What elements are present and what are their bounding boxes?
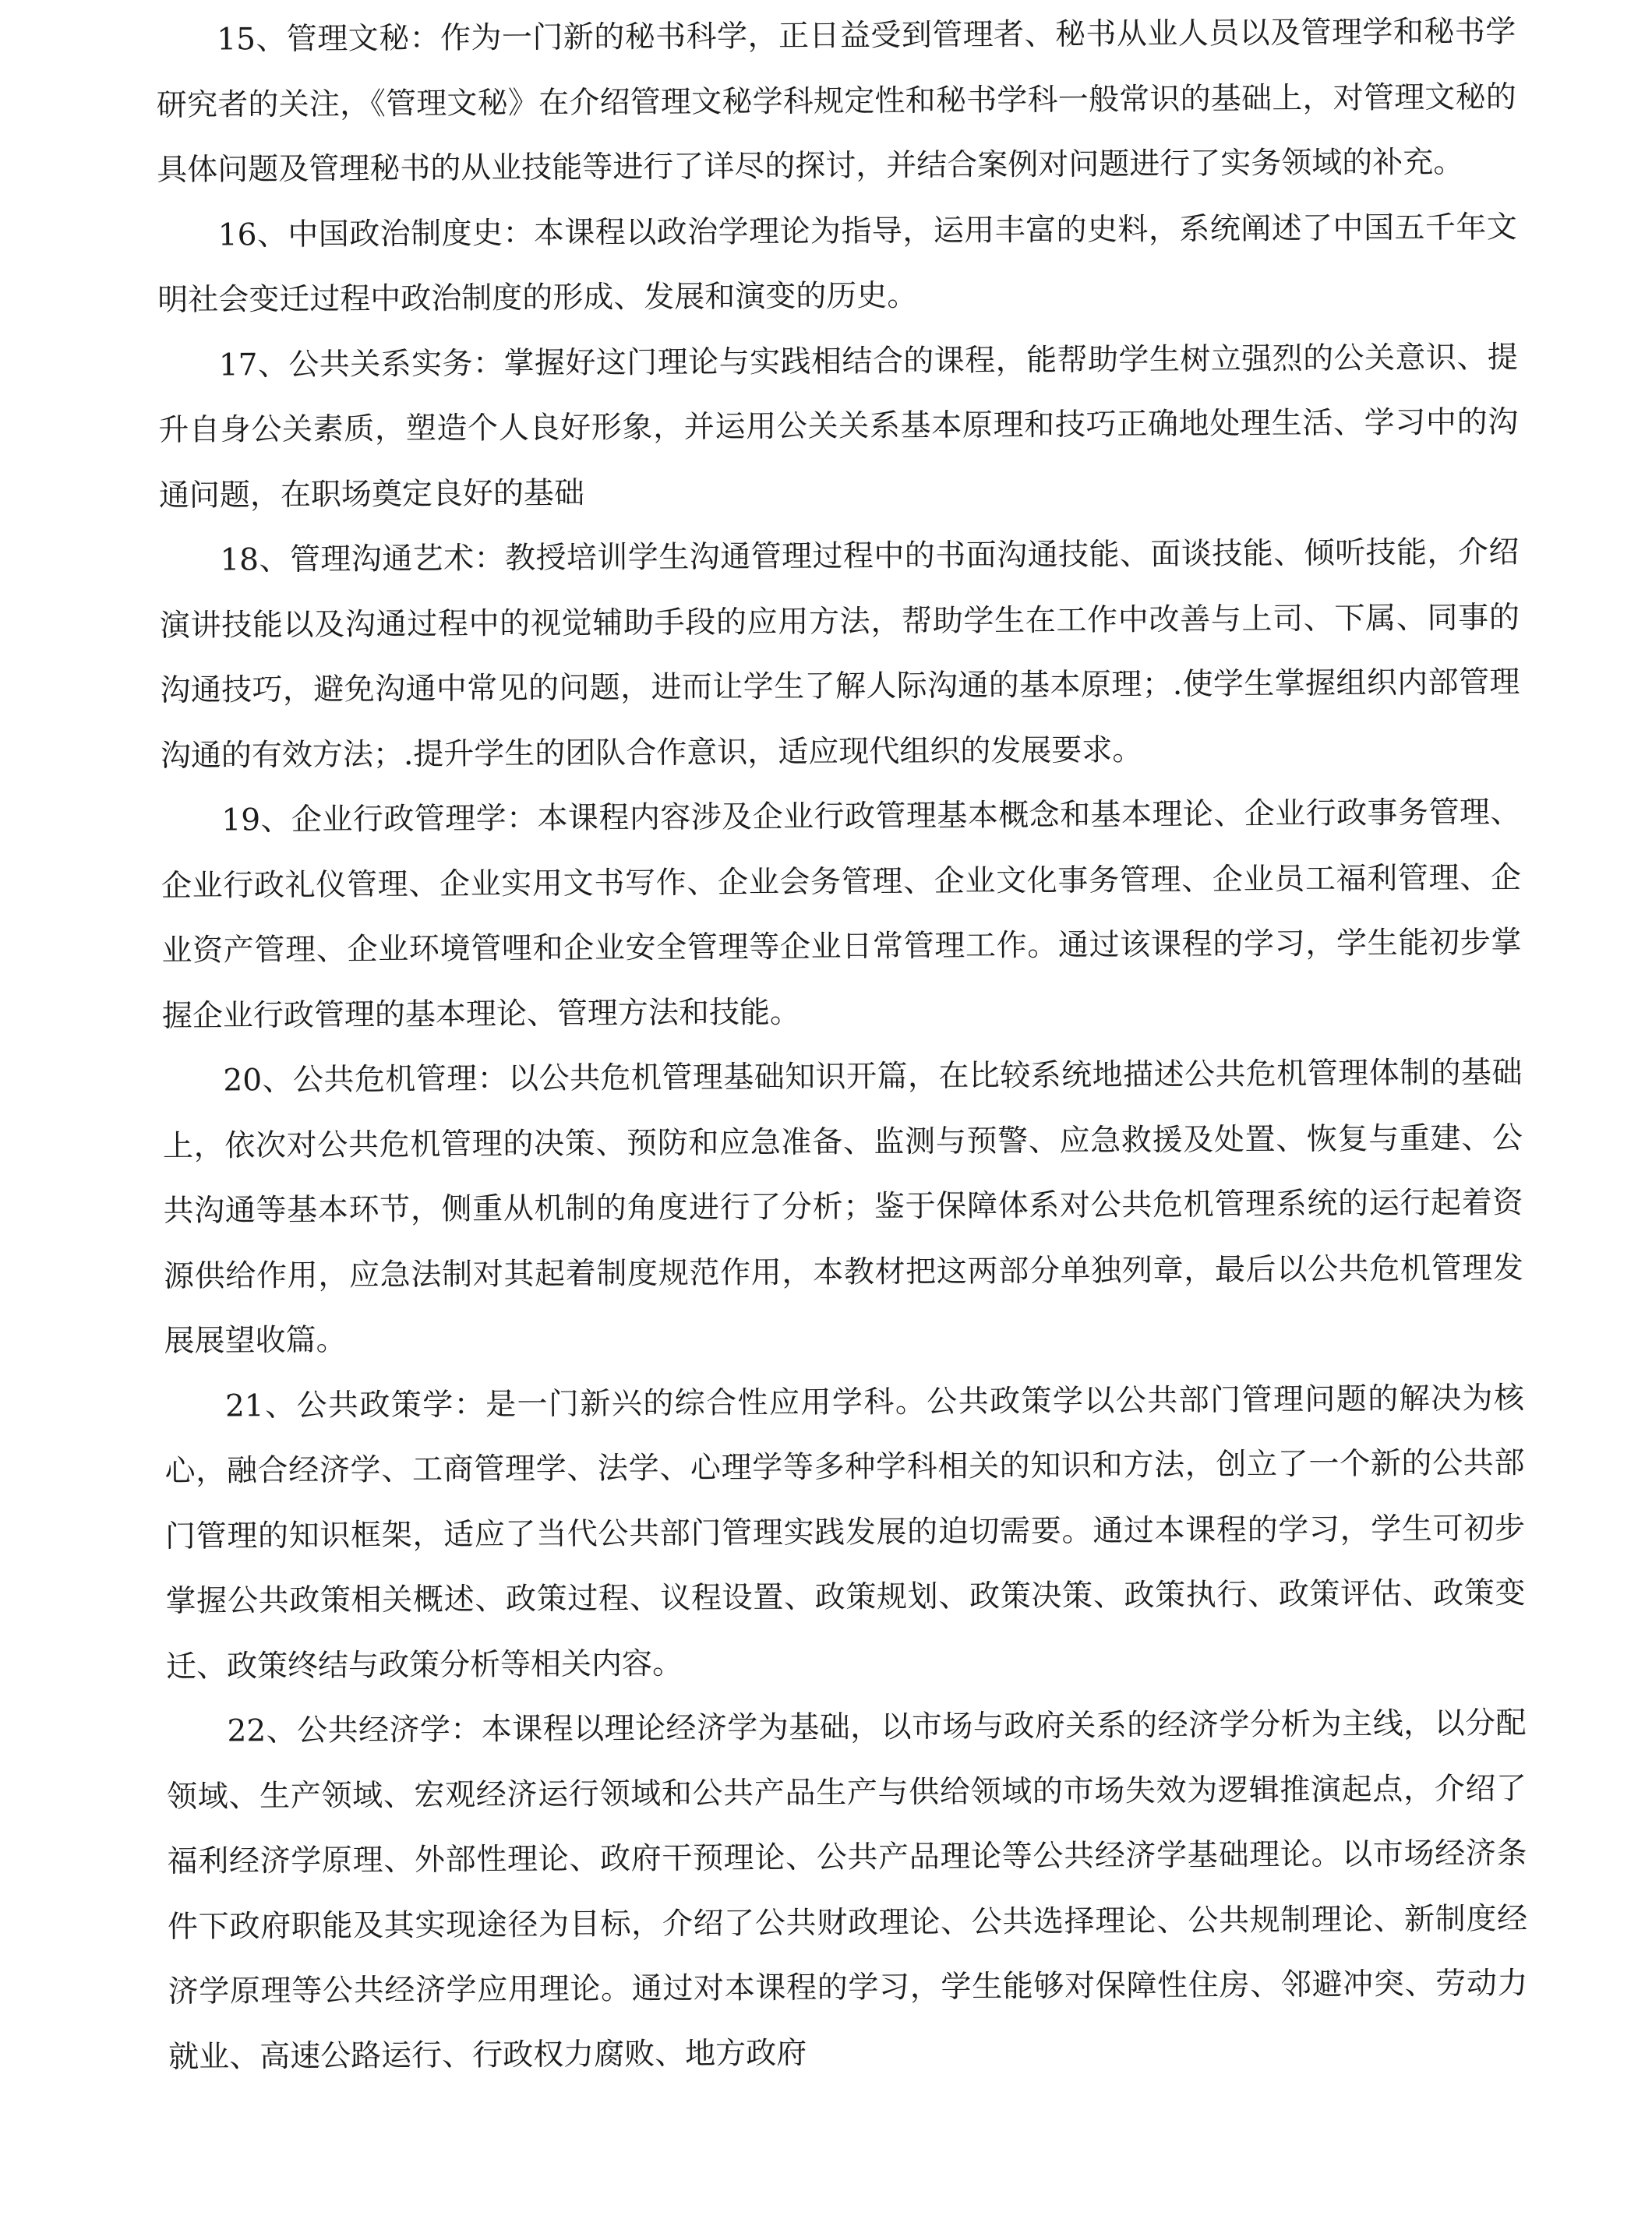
paragraph-22: 22、公共经济学：本课程以理论经济学为基础，以市场与政府关系的经济学分析为主线，以分配领域、生产领域、宏观经济运行领域和公共产品生产与供给领域的市场失效为逻辑推演起点，介绍了福利经济学原理、外部性理论、政府干预理论、公共产品理论等公共经济学基础理论。以市场经济条件下政府职能及其实现途径为目标，介绍了公共财政理论、公共选择理论、公共规制理论、新制度经济学原理等公共经济学应用理论。通过对本课程的学习，学生能够对保障性住房、邻避冲突、劳动力就业、高速公路运行、行政权力腐败、地方政府	[166, 1706, 1528, 2075]
paragraph-15: 15、管理文秘：作为一门新的秘书科学，正日益受到管理者、秘书从业人员以及管理学和秘书学研究者的关注，《管理文秘》在介绍管理文秘学科规定性和秘书学科一般常识的基础上，对管理文秘的具体问题及管理秘书的从业技能等进行了详尽的探讨，并结合案例对问题进行了实务领域的补充。	[156, 14, 1516, 188]
paragraph-18: 18、管理沟通艺术：教授培训学生沟通管理过程中的书面沟通技能、面谈技能、倾听技能，介绍演讲技能以及沟通过程中的视觉辅助手段的应用方法，帮助学生在工作中改善与上司、下属、同事的沟通技巧，避免沟通中常见的问题，进而让学生了解人际沟通的基本原理；.使学生掌握组织内部管理沟通的有效方法；.提升学生的团队合作意识，适应现代组织的发展要求。	[159, 534, 1520, 774]
paragraph-19: 19、企业行政管理学：本课程内容涉及企业行政管理基本概念和基本理论、企业行政事务管理、企业行政礼仪管理、企业实用文书写作、企业会务管理、企业文化事务管理、企业员工福利管理、企业资产管理、企业环境管哩和企业安全管理等企业日常管理工作。通过该课程的学习，学生能初步掌握企业行政管理的基本理论、管理方法和技能。	[161, 795, 1522, 1034]
paragraph-20: 20、公共危机管理：以公共危机管理基础知识开篇，在比较系统地描述公共危机管理体制的基础上，依次对公共危机管理的决策、预防和应急准备、监测与预警、应急救援及处置、恢复与重建、公共沟通等基本环节，侧重从机制的角度进行了分析；鉴于保障体系对公共危机管理系统的运行起着资源供给作用，应急法制对其起着制度规范作用，本教材把这两部分单独列章，最后以公共危机管理发展展望收篇。	[162, 1055, 1524, 1359]
paragraph-21: 21、公共政策学：是一门新兴的综合性应用学科。公共政策学以公共部门管理问题的解决为核心，融合经济学、工商管理学、法学、心理学等多种学科相关的知识和方法，创立了一个新的公共部门管理的知识框架，适应了当代公共部门管理实践发展的迫切需要。通过本课程的学习，学生可初步掌握公共政策相关概述、政策过程、议程设置、政策规划、政策决策、政策执行、政策评估、政策变迁、政策终结与政策分析等相关内容。	[164, 1380, 1526, 1684]
paragraph-17: 17、公共关系实务：掌握好这门理论与实践相结合的课程，能帮助学生树立强烈的公关意识、提升自身公关素质，塑造个人良好形象，并运用公关关系基本原理和技巧正确地处理生活、学习中的沟通问题，在职场奠定良好的基础	[158, 339, 1519, 513]
paragraph-16: 16、中国政治制度史：本课程以政治学理论为指导，运用丰富的史料，系统阐述了中国五千年文明社会变迁过程中政治制度的形成、发展和演变的历史。	[157, 209, 1517, 318]
document-body	[156, 0, 1528, 2090]
